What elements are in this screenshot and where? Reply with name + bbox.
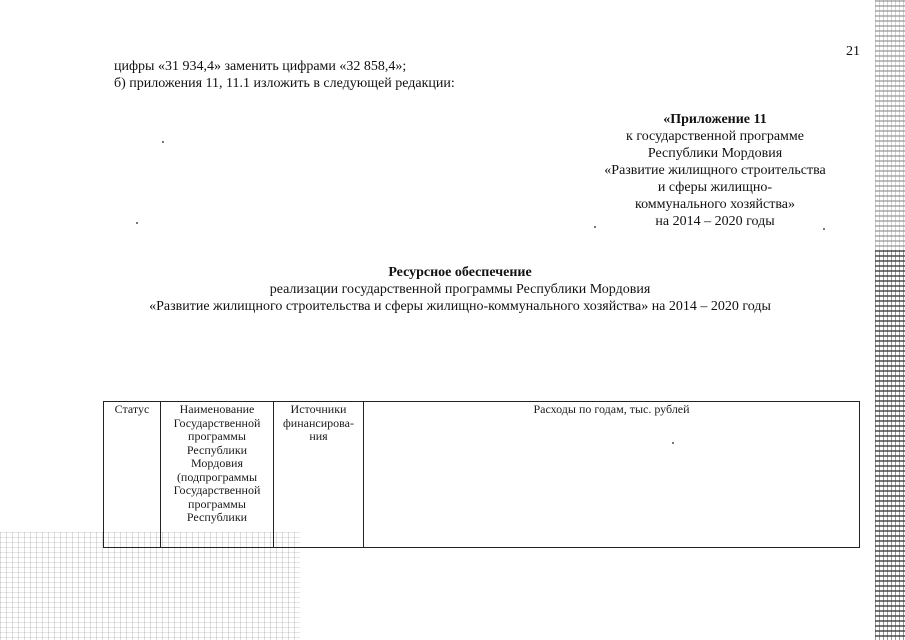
appendix-title: «Приложение 11 — [663, 112, 767, 127]
table-header-row — [104, 402, 860, 548]
appendix-line: Республики Мордовия — [647, 146, 783, 161]
document-subtitle: «Развитие жилищного строительства и сферы жилищно-коммунального хозяйства» на 2014 – 2020 годы — [149, 299, 771, 314]
appendix-line: на 2014 – 2020 годы — [655, 214, 775, 229]
scan-noise — [0, 532, 300, 640]
header-expenses-by-year: Расходы по годам, тыс. рублей — [364, 402, 860, 548]
appendix-line: к государственной программе — [626, 129, 804, 144]
document-heading: Ресурсное обеспечение — [388, 265, 532, 280]
appendix-line: коммунального хозяйства» — [634, 197, 796, 212]
body-line: цифры «31 934,4» заменить цифрами «32 858,4»; — [114, 59, 407, 74]
body-line: б) приложения 11, 11.1 изложить в следующей редакции: — [114, 76, 455, 91]
appendix-line: «Развитие жилищного строительства — [604, 163, 826, 178]
page-number: 21 — [846, 44, 860, 59]
scan-edge-artifact — [875, 250, 905, 640]
scan-speck — [162, 141, 164, 143]
header-status: Статус — [104, 402, 161, 548]
header-program-name: Наименование Государственной программы Республики Мордовия (подпрограммы Государственной программы Республики — [161, 402, 274, 548]
resource-table — [103, 401, 860, 548]
appendix-line: и сферы жилищно- — [657, 180, 773, 195]
document-subtitle: реализации государственной программы Республики Мордовия — [269, 282, 651, 297]
scan-speck — [136, 222, 138, 224]
header-funding-sources: Источники финансирова-ния — [274, 402, 364, 548]
